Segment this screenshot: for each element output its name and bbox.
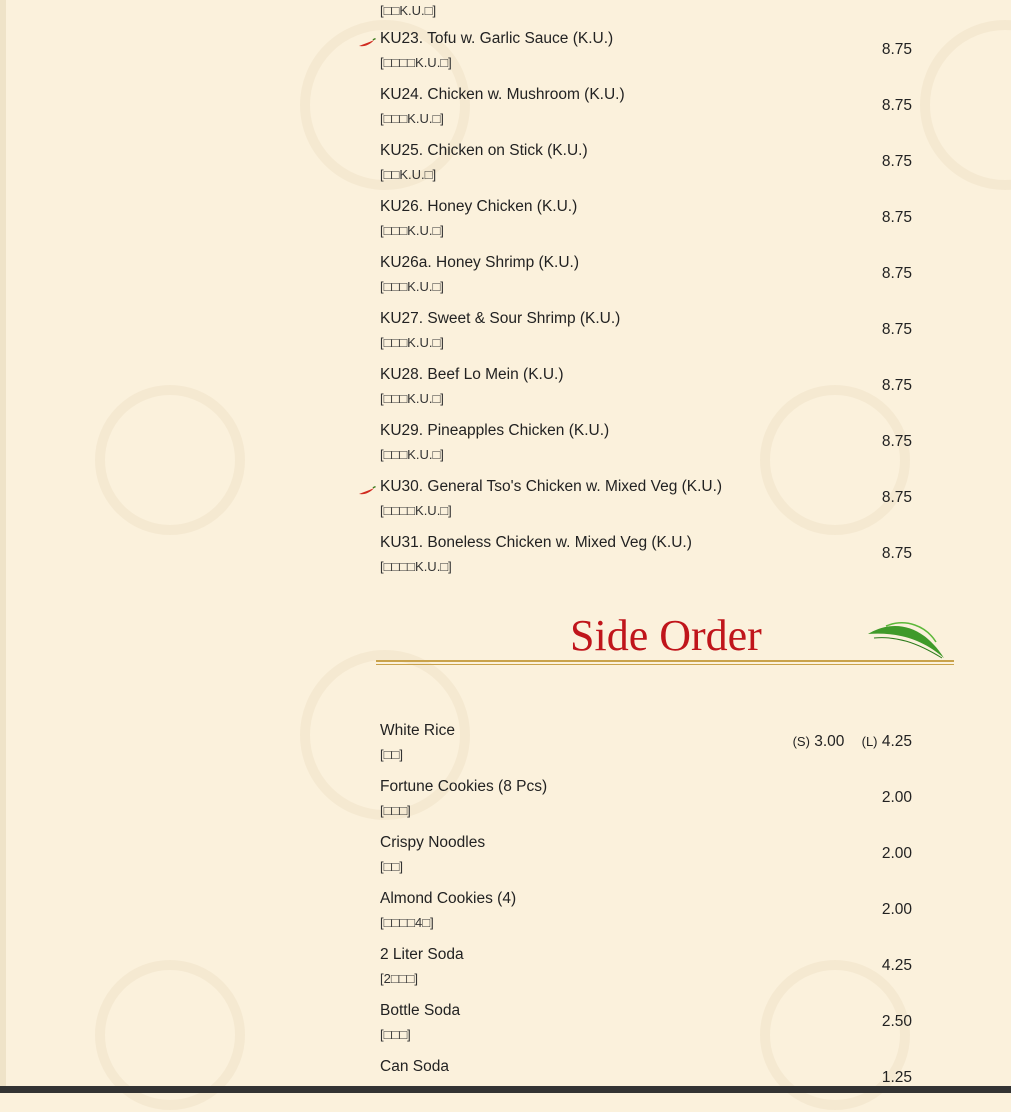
menu-item[interactable] <box>358 776 918 832</box>
menu-item[interactable] <box>358 720 918 776</box>
item-chinese-name: [□□□□K.U.□] <box>380 55 452 70</box>
bg-ornament <box>920 20 1011 190</box>
item-chinese-name: [□□K.U.□] <box>380 3 437 18</box>
size-large-label: (L) <box>861 734 878 749</box>
menu-item[interactable] <box>358 944 918 1000</box>
chili-pepper-icon <box>358 486 376 496</box>
menu-item[interactable] <box>358 28 918 84</box>
item-price: 8.75 <box>881 321 912 338</box>
menu-item[interactable] <box>358 832 918 888</box>
item-name: KU24. Chicken w. Mushroom (K.U.) <box>380 86 625 103</box>
menu-item[interactable] <box>358 532 918 588</box>
side-order-items <box>358 776 918 1112</box>
item-price: 2.00 <box>881 901 912 918</box>
item-name: KU31. Boneless Chicken w. Mixed Veg (K.U.) <box>380 534 692 551</box>
item-chinese-name: [□□K.U.□] <box>380 167 437 182</box>
item-chinese-name: [□□□□4□] <box>380 915 434 930</box>
item-price: 8.75 <box>881 97 912 114</box>
menu-item[interactable] <box>358 84 918 140</box>
item-chinese-name: [□□□K.U.□] <box>380 111 444 126</box>
item-price: 2.50 <box>881 1013 912 1030</box>
size-large-price: 4.25 <box>881 733 912 750</box>
item-name: KU28. Beef Lo Mein (K.U.) <box>380 366 564 383</box>
item-name: KU30. General Tso's Chicken w. Mixed Veg (K.U.) <box>380 478 723 495</box>
item-name: KU29. Pineapples Chicken (K.U.) <box>380 422 610 439</box>
item-price: 8.75 <box>881 209 912 226</box>
menu-item[interactable] <box>358 1056 918 1112</box>
item-name: 2 Liter Soda <box>380 946 464 963</box>
size-small-price: 3.00 <box>814 733 845 750</box>
item-price: 8.75 <box>881 265 912 282</box>
item-chinese-name: [2□□□] <box>380 971 419 986</box>
item-price: 8.75 <box>881 545 912 562</box>
item-chinese-name: [□□□] <box>380 803 411 818</box>
section-title: Side Order <box>570 611 762 660</box>
menu-item[interactable] <box>358 888 918 944</box>
bottom-bar <box>0 1086 1011 1093</box>
item-name: KU25. Chicken on Stick (K.U.) <box>380 142 588 159</box>
item-price: 2.00 <box>881 789 912 806</box>
item-name: White Rice <box>380 722 455 739</box>
item-chinese-name: [□□□□K.U.□] <box>380 559 452 574</box>
item-price: 1.25 <box>881 1069 912 1086</box>
item-price: 8.75 <box>881 41 912 58</box>
section-header <box>376 600 954 666</box>
item-chinese-name: [□□□□K.U.□] <box>380 503 452 518</box>
item-name: Bottle Soda <box>380 1002 461 1019</box>
menu-item[interactable] <box>358 252 918 308</box>
item-name: Fortune Cookies (8 Pcs) <box>380 778 548 795</box>
item-price: 8.75 <box>881 377 912 394</box>
side-order-list <box>358 720 918 1112</box>
item-chinese-name: [□□□K.U.□] <box>380 279 444 294</box>
menu-item[interactable] <box>358 364 918 420</box>
item-chinese-name: [□□□K.U.□] <box>380 335 444 350</box>
menu-item[interactable] <box>358 140 918 196</box>
item-name: KU26. Honey Chicken (K.U.) <box>380 198 578 215</box>
menu-item[interactable] <box>358 1000 918 1056</box>
item-name: KU23. Tofu w. Garlic Sauce (K.U.) <box>380 30 614 47</box>
kids-menu-list <box>358 28 918 588</box>
menu-item[interactable] <box>358 196 918 252</box>
item-name: Crispy Noodles <box>380 834 486 851</box>
item-price: 8.75 <box>881 153 912 170</box>
item-name: KU26a. Honey Shrimp (K.U.) <box>380 254 579 271</box>
item-chinese-name: [□□□] <box>380 1027 411 1042</box>
menu-item[interactable] <box>358 420 918 476</box>
item-price: 2.00 <box>881 845 912 862</box>
item-price <box>793 733 912 751</box>
item-price: 8.75 <box>881 489 912 506</box>
item-chinese-name: [□□□K.U.□] <box>380 447 444 462</box>
item-name: Almond Cookies (4) <box>380 890 517 907</box>
item-chinese-name: [□□□K.U.□] <box>380 391 444 406</box>
item-price: 8.75 <box>881 433 912 450</box>
item-name: Can Soda <box>380 1058 449 1075</box>
item-chinese-name: [□□□K.U.□] <box>380 223 444 238</box>
bamboo-leaf-icon <box>866 612 946 662</box>
menu-item[interactable] <box>358 476 918 532</box>
section-rule <box>376 660 954 662</box>
item-chinese-name: [□□] <box>380 859 403 874</box>
size-small-label: (S) <box>792 734 810 749</box>
item-name: KU27. Sweet & Sour Shrimp (K.U.) <box>380 310 621 327</box>
section-rule <box>376 664 954 665</box>
item-price: 4.25 <box>881 957 912 974</box>
menu-item[interactable] <box>358 308 918 364</box>
item-chinese-name: [□□] <box>380 747 403 762</box>
page-edge <box>0 0 6 1093</box>
chili-pepper-icon <box>358 38 376 48</box>
bg-ornament <box>95 385 245 535</box>
